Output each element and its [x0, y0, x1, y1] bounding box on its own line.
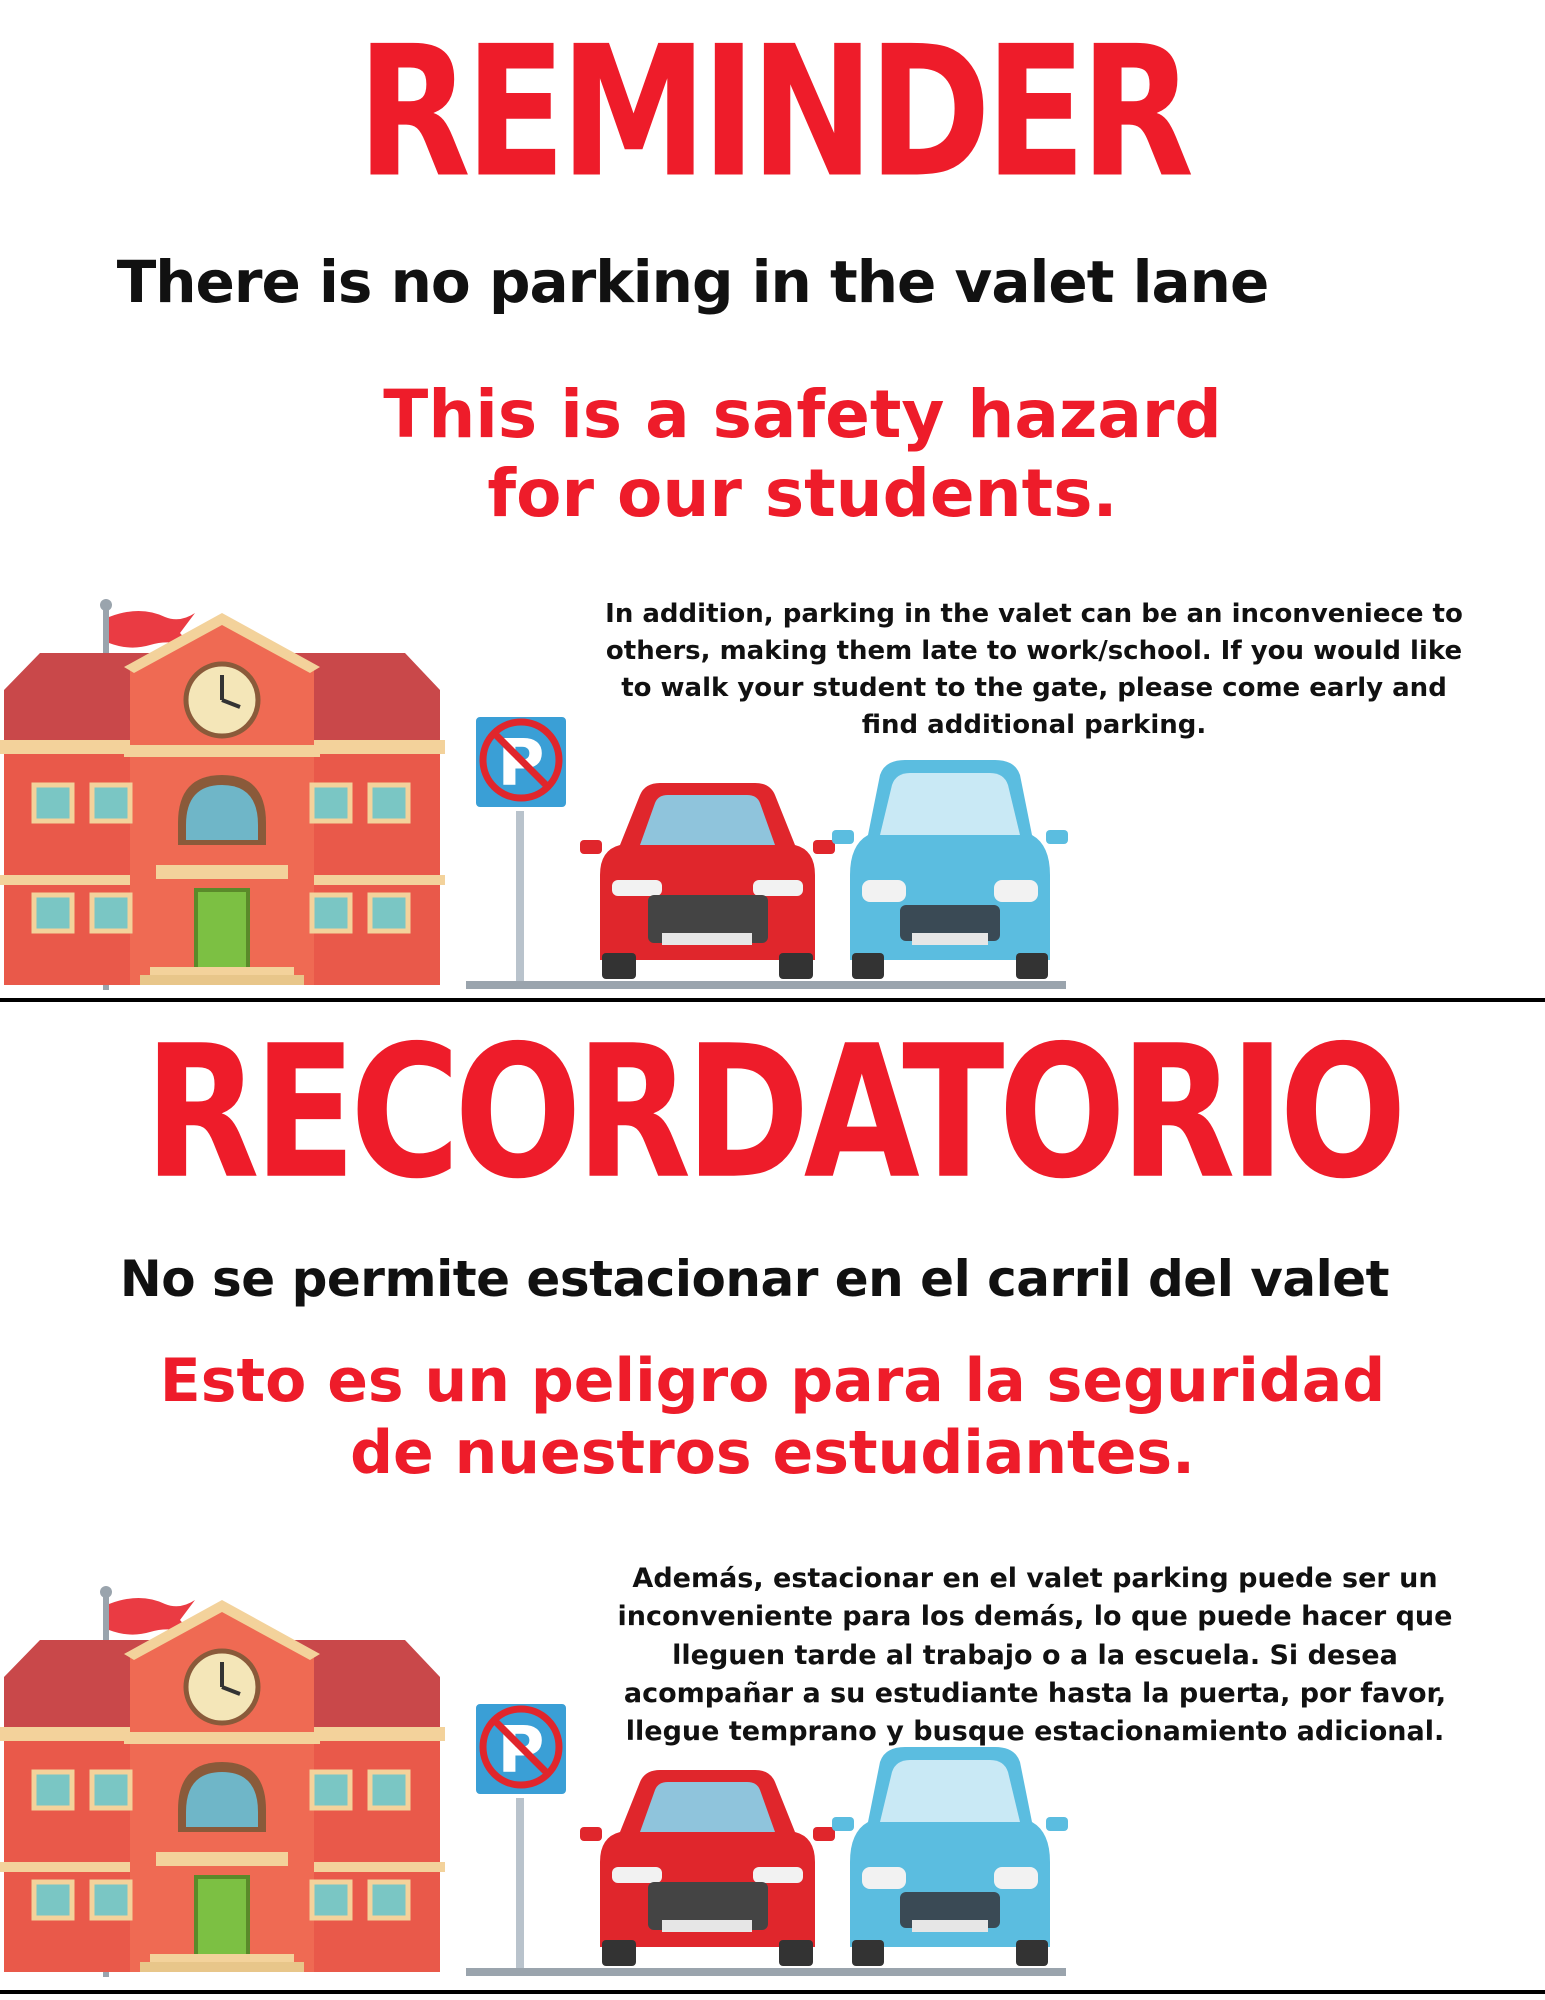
warning-line-1-es: Esto es un peligro para la seguridad [159, 1346, 1386, 1416]
warning-line-2-es: de nuestros estudiantes. [350, 1418, 1195, 1488]
school-parking-illustration [0, 595, 1100, 995]
no-parking-sign-icon [0, 1586, 1068, 1977]
additional-info-text: In addition, parking in the valet can be an inconveniece to others, making them late to work/school. If you would like to walk your student to the gate, please come early and find additional parking. [605, 599, 1463, 740]
school-building-icon [0, 599, 1068, 990]
additional-info-text-es: Además, estacionar en el valet parking puede ser un inconveniente para los demás, lo que puede hacer que lleguen tarde al trabajo o a la escuela. Si desea acompañar a su estudiante hasta la puerta, por favor, llegue temprano y busque estacionamiento adicional. [617, 1563, 1453, 1748]
no-parking-headline: There is no parking in the valet lane [116, 248, 1269, 316]
warning-line-2: for our students. [487, 455, 1118, 533]
spanish-section [0, 1002, 1545, 2000]
recordatorio-title: RECORDATORIO [144, 1007, 1401, 1220]
no-parking-headline-es: No se permite estacionar en el carril del valet [119, 1250, 1390, 1308]
warning-line-1: This is a safety hazard [383, 376, 1222, 453]
safety-hazard-warning-es [0, 1345, 1545, 1489]
safety-hazard-warning [30, 375, 1545, 533]
reminder-title: REMINDER [356, 7, 1189, 218]
bottom-divider [0, 1990, 1545, 1994]
school-parking-illustration-es [0, 1582, 1100, 1982]
